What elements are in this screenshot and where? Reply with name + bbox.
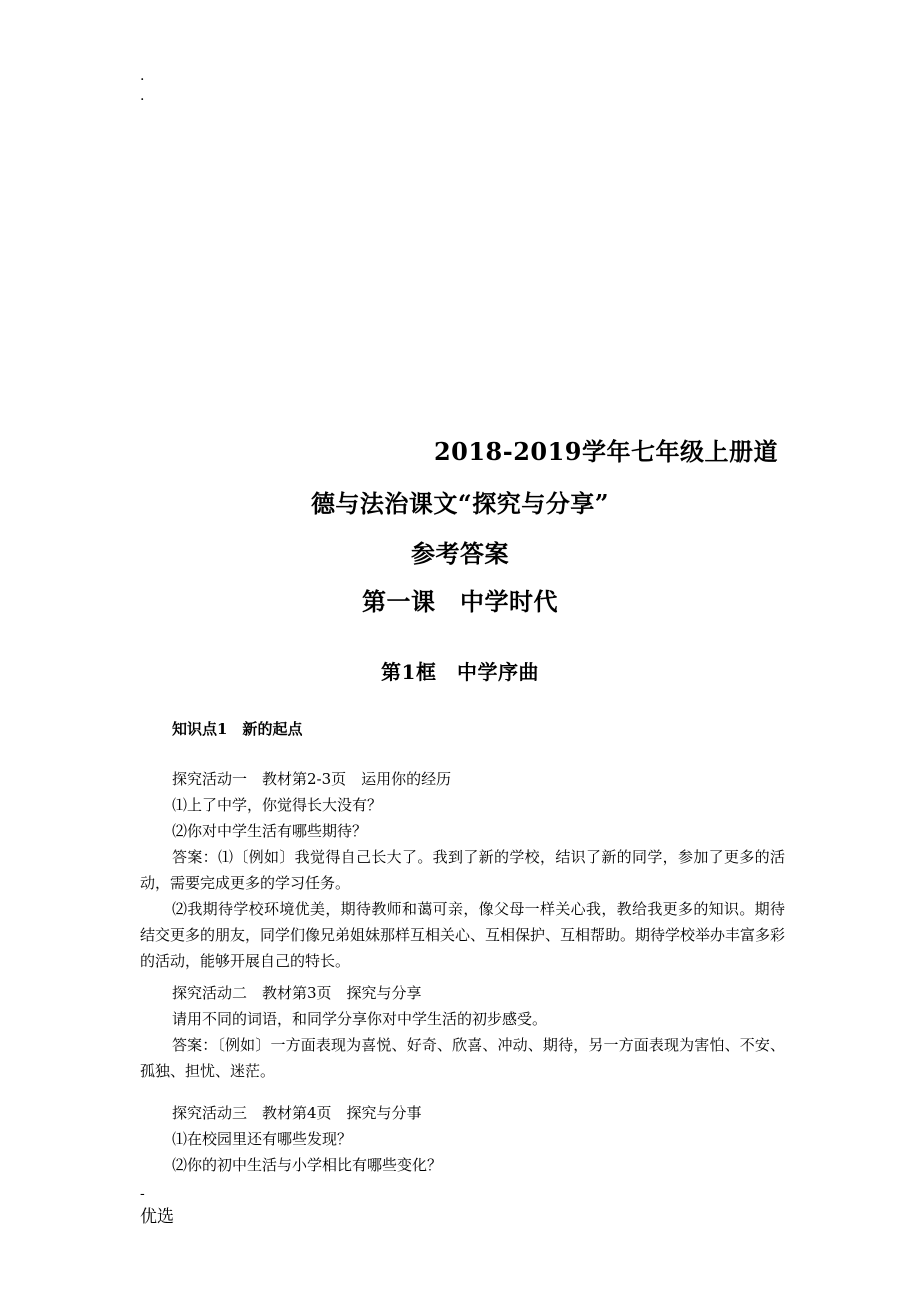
footer-mark: - — [140, 1186, 145, 1202]
frame-title: 第1框 中学序曲 — [381, 660, 539, 684]
answer: 答案：〔例如〕一方面表现为喜悦、好奇、欣喜、冲动、期待，另一方面表现为害怕、不安、孤独、担忧、迷茫。 — [140, 1036, 785, 1080]
footer-label: 优选 — [140, 1207, 174, 1227]
question: ⑴在校园里还有哪些发现？ — [172, 1130, 353, 1148]
answer: ⑵我期待学校环境优美，期待教师和蔼可亲，像父母一样关心我，教给我更多的知识。期待结交更多的朋友，同学们像兄弟姐妹那样互相关心、互相保护、互相帮助。期待学校举办丰富多彩的活动，能够开展自己的特长。 — [140, 900, 786, 970]
document-title-line-1: 2018-2019学年七年级上册道 — [433, 437, 778, 466]
knowledge-point-heading: 知识点1 新的起点 — [172, 720, 303, 738]
activity-1 — [140, 766, 785, 974]
activity-3 — [140, 1100, 785, 1178]
activity-2 — [140, 980, 785, 1084]
activity-heading: 探究活动二 教材第3页 探究与分享 — [172, 984, 422, 1002]
activity-heading: 探究活动一 教材第2-3页 运用你的经历 — [172, 770, 452, 788]
question: ⑴上了中学，你觉得长大没有？ — [172, 796, 383, 814]
header-dot: . — [140, 68, 145, 84]
header-dot: . — [140, 88, 145, 104]
question: ⑵你的初中生活与小学相比有哪些变化？ — [172, 1156, 443, 1174]
answer: 答案：⑴〔例如〕我觉得自己长大了。我到了新的学校，结识了新的同学，参加了更多的活动，需要完成更多的学习任务。 — [140, 848, 785, 892]
question: ⑵你对中学生活有哪些期待？ — [172, 822, 368, 840]
document-subtitle: 参考答案 — [411, 539, 509, 568]
lesson-title: 第一课 中学时代 — [362, 587, 558, 616]
activity-heading: 探究活动三 教材第4页 探究与分事 — [172, 1104, 422, 1122]
question: 请用不同的词语，和同学分享你对中学生活的初步感受。 — [172, 1010, 548, 1028]
document-title-line-2: 德与法治课文“探究与分享” — [310, 489, 610, 518]
